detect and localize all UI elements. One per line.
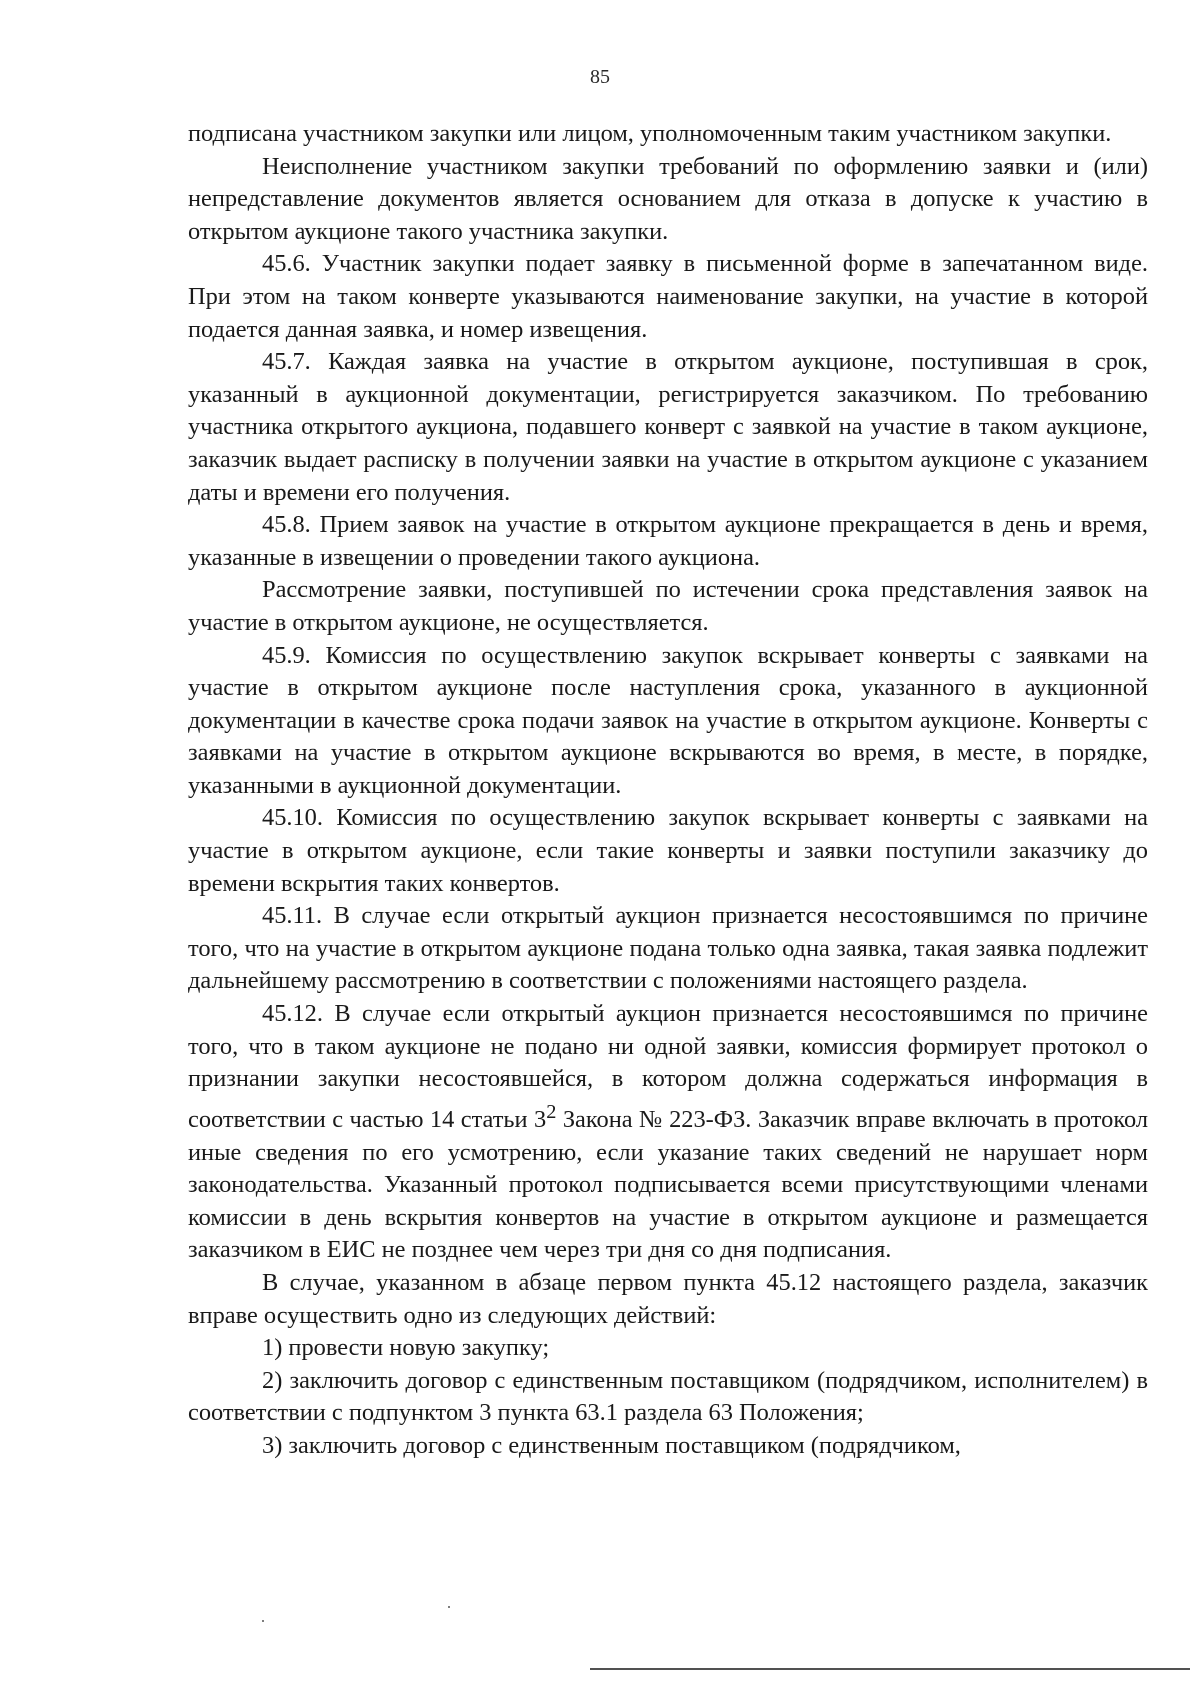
bottom-rule: [590, 1668, 1190, 1670]
scan-speck: [448, 1606, 450, 1608]
superscript: 2: [546, 1100, 557, 1123]
paragraph-45-12-part2: Закона № 223-ФЗ. Заказчик вправе включать в протокол иные сведения по его усмотрению, если указание таких сведений не нарушает норм законодательства. Указанный протокол подписывается всеми присутствующими членами комиссии в день вскрытия конвертов на участие в открытом аукционе и размещается заказчиком в ЕИС не позднее чем через три дня со дня подписания.: [188, 1105, 1148, 1264]
scan-speck: [262, 1620, 264, 1622]
paragraph-45-8: 45.8. Прием заявок на участие в открытом аукционе прекращается в день и время, указанные в извещении о проведении такого аукциона.: [188, 511, 1148, 571]
paragraph-45-12-part1: 45.12. В случае если открытый аукцион признается несостоявшимся по причине того, что в таком аукционе не подано ни одной заявки, комиссия формирует протокол о признании закупки несостоявшейся, в котором должна содержаться информация в соответствии с частью 14 статьи 3: [188, 1000, 1148, 1133]
list-item: 3) заключить договор с единственным поставщиком (подрядчиком,: [262, 1431, 961, 1459]
list-item: 2) заключить договор с единственным поставщиком (подрядчиком, исполнителем) в соответствии с подпунктом 3 пункта 63.1 раздела 63 Положения;: [188, 1366, 1148, 1427]
paragraph-45-9: 45.9. Комиссия по осуществлению закупок вскрывает конверты с заявками на участие в открытом аукционе после наступления срока, указанного в аукционной документации в качестве срока подачи заявок на участие в открытом аукционе. Конверты с заявками на участие в открытом аукционе вскрываются во время, в месте, в порядке, указанными в аукционной документации.: [188, 641, 1148, 799]
paragraph-continuation: подписана участником закупки или лицом, уполномоченным таким участником закупки.: [188, 120, 1112, 147]
paragraph: В случае, указанном в абзаце первом пункта 45.12 настоящего раздела, заказчик вправе осуществить одно из следующих действий:: [188, 1268, 1148, 1329]
list-item: 1) провести новую закупку;: [262, 1334, 550, 1362]
paragraph: Рассмотрение заявки, поступившей по истечении срока представления заявок на участие в открытом аукционе, не осуществляется.: [188, 576, 1148, 636]
page-number: 85: [590, 66, 610, 88]
paragraph-45-11: 45.11. В случае если открытый аукцион признается несостоявшимся по причине того, что на участие в открытом аукционе подана только одна заявка, такая заявка подлежит дальнейшему рассмотрению в соответствии с положениями настоящего раздела.: [188, 902, 1148, 995]
document-body: [188, 118, 1148, 1462]
paragraph-45-12: [188, 998, 1148, 1267]
paragraph-45-10: 45.10. Комиссия по осуществлению закупок вскрывает конверты с заявками на участие в открытом аукционе, если такие конверты и заявки поступили заказчику до времени вскрытия таких конвертов.: [188, 804, 1148, 897]
paragraph-45-7: 45.7. Каждая заявка на участие в открытом аукционе, поступившая в срок, указанный в аукционной документации, регистрируется заказчиком. По требованию участника открытого аукциона, подавшего конверт с заявкой на участие в таком аукционе, заказчик выдает расписку в получении заявки на участие в открытом аукционе с указанием даты и времени его получения.: [188, 348, 1148, 506]
paragraph: Неисполнение участником закупки требований по оформлению заявки и (или) непредставление документов является основанием для отказа в допуске к участию в открытом аукционе такого участника закупки.: [188, 152, 1148, 245]
paragraph-45-6: 45.6. Участник закупки подает заявку в письменной форме в запечатанном виде. При этом на таком конверте указываются наименование закупки, на участие в которой подается данная заявка, и номер извещения.: [188, 250, 1148, 343]
